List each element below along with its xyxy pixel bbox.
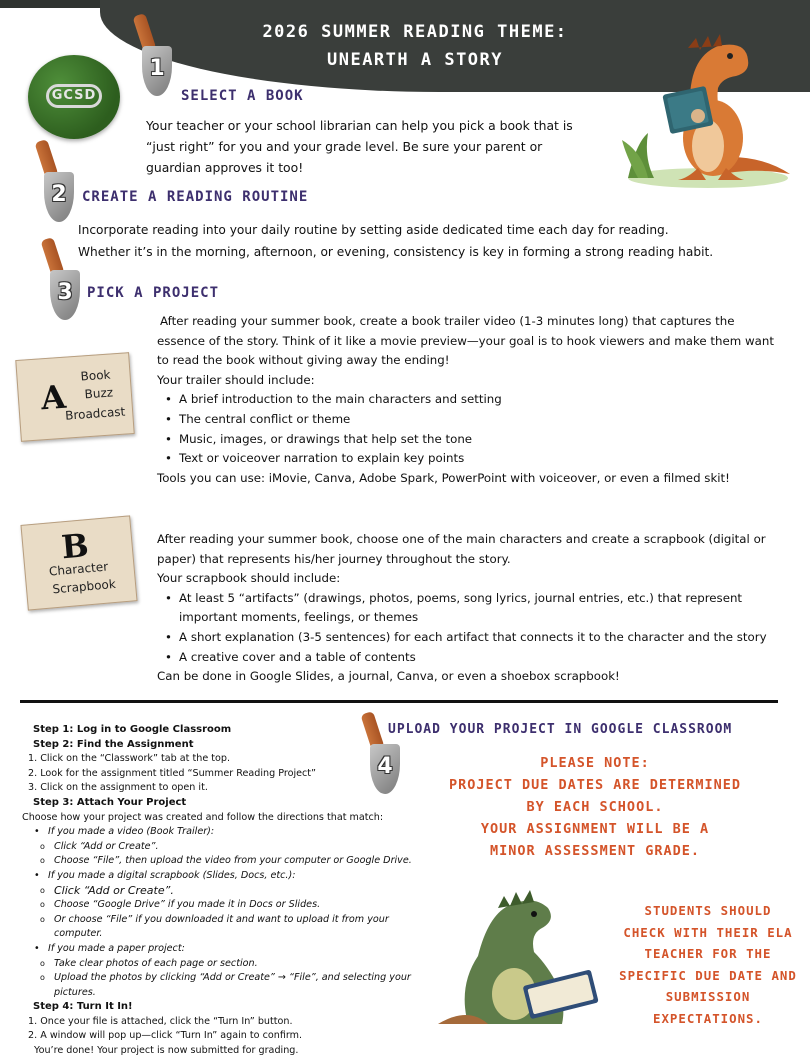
note-line: YOUR ASSIGNMENT WILL BE A — [480, 821, 710, 837]
logo-text: GCSD — [46, 84, 102, 108]
list-item: 2. Look for the assignment titled “Summer Reading Project” — [28, 767, 317, 779]
step-1-text — [146, 115, 616, 178]
step-1-heading: SELECT A BOOK — [181, 88, 304, 104]
step-1-number: 1 — [149, 56, 165, 81]
list-item: • If you made a paper project: — [22, 942, 422, 957]
district-logo — [28, 55, 120, 139]
option-b-line: After reading your summer book, choose one of the main characters and create a scrapbook (digital or — [157, 532, 766, 546]
list-item: • Text or voiceover narration to explain key points — [157, 449, 797, 469]
trowel-step-1-icon — [132, 14, 172, 104]
note-line: PROJECT DUE DATES ARE DETERMINED — [448, 777, 742, 793]
step-2-line: Whether it’s in the morning, afternoon, or evening, consistency is key in forming a strong reading habit. — [78, 245, 714, 259]
list-item: • Music, images, or drawings that help set the tone — [157, 430, 797, 450]
step-1-line: “just right” for you and your grade level. Be sure your parent or — [146, 139, 543, 154]
ela-teacher-note — [618, 900, 798, 1029]
option-a-text — [157, 312, 797, 488]
instruction-done: You’re done! Your project is now submitted for grading. — [34, 1045, 299, 1057]
step-3-heading: PICK A PROJECT — [87, 285, 220, 301]
option-a-tools: Tools you can use: iMovie, Canva, Adobe Spark, PowerPoint with voiceover, or even a filmed skit! — [157, 470, 730, 485]
option-a-letter: A — [39, 377, 68, 418]
instruction-step-3-intro: Choose how your project was created and follow the directions that match: — [22, 811, 384, 823]
option-b-bullets — [157, 589, 797, 667]
list-item: • If you made a video (Book Trailer): — [22, 825, 422, 840]
option-b-tag — [20, 515, 137, 610]
list-item: • The central conflict or theme — [157, 410, 797, 430]
list-item: • A brief introduction to the main characters and setting — [157, 390, 797, 410]
step-1-line: Your teacher or your school librarian can help you pick a book that is — [146, 118, 573, 133]
dinosaur-reading-illustration — [618, 28, 793, 193]
option-b-letter: B — [59, 526, 91, 567]
note-line: MINOR ASSESSMENT GRADE. — [490, 843, 700, 859]
note-line: SUBMISSION — [665, 989, 751, 1004]
note-line: SPECIFIC DUE DATE AND — [619, 967, 797, 983]
note-line: PLEASE NOTE: — [540, 755, 650, 771]
list-item: o Upload the photos by clicking “Add or Create” → “File”, and selecting your pictures. — [22, 971, 422, 1000]
option-b-line: paper) that represents his/her journey throughout the story. — [157, 551, 511, 566]
step-2-heading: CREATE A READING ROUTINE — [82, 189, 309, 205]
page-title — [180, 18, 650, 74]
option-a-line: After reading your summer book, create a book trailer video (1-3 minutes long) that captures the — [160, 314, 735, 328]
due-date-note — [430, 752, 760, 862]
step-2-text — [78, 219, 788, 263]
list-item: 3. Click on the assignment to open it. — [28, 782, 208, 794]
trowel-step-2-icon — [34, 140, 74, 230]
list-item: o Click “Add or Create”. — [22, 884, 422, 899]
note-line: STUDENTS SHOULD — [644, 903, 772, 918]
option-a-label-3: Broadcast — [64, 404, 126, 423]
option-a-include-label: Your trailer should include: — [157, 372, 315, 387]
instruction-step-3: Step 3: Attach Your Project — [33, 796, 187, 808]
title-line-1: 2026 SUMMER READING THEME: — [262, 22, 568, 42]
list-item — [157, 589, 797, 628]
option-b-include-label: Your scrapbook should include: — [157, 571, 341, 586]
instruction-step-1: Step 1: Log in to Google Classroom — [33, 724, 232, 735]
option-a-label-1: Book — [80, 367, 111, 384]
note-line: BY EACH SCHOOL. — [526, 799, 664, 815]
list-item: • A creative cover and a table of contents — [157, 648, 797, 668]
step-2-number: 2 — [51, 182, 67, 207]
step-2-line: Incorporate reading into your daily routine by setting aside dedicated time each day for reading. — [78, 223, 669, 237]
option-a-line: to read the book without giving away the ending! — [157, 353, 450, 368]
list-item: 1. Click on the “Classwork” tab at the top. — [28, 753, 231, 765]
list-item: o Take clear photos of each page or section. — [22, 957, 422, 972]
option-b-bullet-1-line-2: important moments, feelings, or themes — [179, 610, 419, 625]
list-item: o Choose “Google Drive” if you made it in Docs or Slides. — [22, 898, 422, 913]
list-item: 2. A window will pop up—click “Turn In” again to confirm. — [28, 1030, 303, 1042]
instruction-step-4: Step 4: Turn It In! — [33, 1001, 133, 1013]
step-4-heading: UPLOAD YOUR PROJECT IN GOOGLE CLASSROOM — [388, 722, 733, 737]
trowel-step-3-icon — [40, 238, 80, 328]
option-a-bullets — [157, 390, 797, 468]
note-line: TEACHER FOR THE — [644, 946, 772, 961]
note-line: CHECK WITH THEIR ELA — [623, 924, 793, 940]
list-item: o Or choose “File” if you downloaded it and want to upload it from your computer. — [22, 913, 422, 942]
instruction-step-2: Step 2: Find the Assignment — [33, 738, 194, 750]
step-1-line: guardian approves it too! — [146, 160, 304, 175]
option-a-line: essence of the story. Think of it like a movie preview—your goal is to hook viewers and make them want — [157, 333, 774, 348]
list-item: • If you made a digital scrapbook (Slides, Docs, etc.): — [22, 869, 422, 884]
list-item: 1. Once your file is attached, click the “Turn In” button. — [28, 1015, 293, 1027]
option-b-label-2: Scrapbook — [51, 576, 117, 597]
option-b-tools: Can be done in Google Slides, a journal, Canva, or even a shoebox scrapbook! — [157, 669, 620, 684]
title-line-2: UNEARTH A STORY — [326, 50, 504, 70]
step-4-number: 4 — [377, 754, 393, 779]
note-line: EXPECTATIONS. — [653, 1010, 763, 1026]
list-item: o Click “Add or Create”. — [22, 840, 422, 855]
list-item: o Choose “File”, then upload the video from your computer or Google Drive. — [22, 854, 422, 869]
option-a-label-2: Buzz — [84, 385, 114, 402]
option-a-tag — [15, 352, 134, 442]
step-3-number: 3 — [57, 280, 73, 305]
option-b-bullet-1-line-1: • At least 5 “artifacts” (drawings, photos, poems, song lyrics, journal entries, etc.) that represent — [179, 590, 743, 605]
option-b-label-1: Character — [48, 559, 109, 579]
section-divider — [20, 700, 778, 703]
list-item: • A short explanation (3-5 sentences) for each artifact that connects it to the character and the story — [157, 628, 797, 648]
dinosaur-book-illustration — [438, 886, 613, 1024]
option-b-text — [157, 530, 797, 687]
